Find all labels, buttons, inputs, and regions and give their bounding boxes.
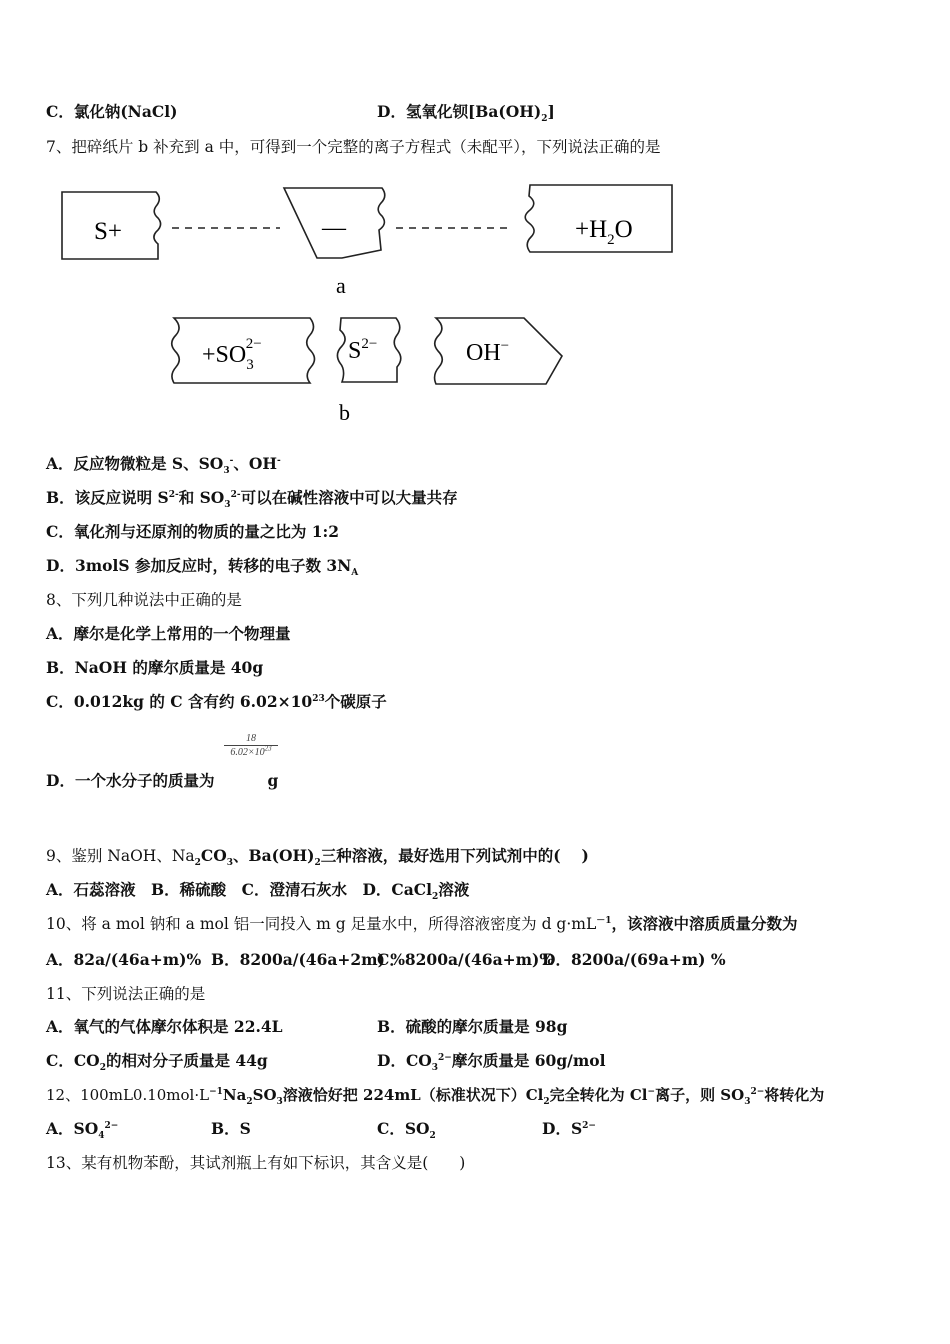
q7-stem: 7、把碎纸片 b 补充到 a 中，可得到一个完整的离子方程式（未配平），下列说法正确的是	[46, 138, 661, 156]
q10-option-b: B．8200a/(46a+2m) %	[211, 950, 406, 969]
svg-text:+H2O: $+H_2O$	[575, 216, 633, 248]
mass-fraction	[224, 733, 278, 759]
q12-option-c: C．$SO_2$	[377, 1119, 436, 1142]
q10-stem: 10、将 a mol 钠和 a mol 铝一同投入 m g 足量水中，所得溶液密度为 d $g\cdot mL^{-1}$，该溶液中溶质质量分数为	[46, 914, 798, 933]
q8-stem: 8、下列几种说法中正确的是	[46, 591, 242, 609]
q7-option-c: C．氧化剂与还原剂的物质的量之比为 1:2	[46, 522, 340, 541]
q6-option-c: C．氯化钠(NaCl)	[46, 102, 178, 121]
q8-option-b: B．NaOH 的摩尔质量是 40g	[46, 658, 264, 677]
q9-options: A．石蕊溶液 B．稀硫酸 C．澄清石灰水 D．CaCl$_2$溶液	[46, 880, 470, 903]
svg-text:S+: S+	[94, 218, 123, 245]
svg-text:S2−: $S^{2-}$	[348, 336, 378, 364]
q10-option-d: D．8200a/(69a+m) %	[542, 950, 726, 969]
svg-text:OH−: OH−	[466, 338, 510, 366]
q8-option-c: C．0.012kg 的 C 含有约 $6.02\times 10^{23}$个碳原子	[46, 692, 387, 711]
q9-stem: 9、鉴别 NaOH、$Na_2CO_3$、$Ba(OH)_2$三种溶液，最好选用下列试剂中的( )	[46, 846, 589, 869]
q11-option-b: B．硫酸的摩尔质量是 98g	[377, 1017, 568, 1036]
q6-option-d: D．氢氧化钡$[Ba(OH)_2]$	[377, 102, 555, 125]
q8-option-a: A．摩尔是化学上常用的一个物理量	[46, 624, 291, 643]
q12-option-a: A．$SO_4^{2-}$	[46, 1119, 119, 1142]
q12-option-d: D．$S^{2-}$	[542, 1119, 596, 1138]
q10-option-c: C．8200a/(46a+m)%	[377, 950, 555, 969]
q7-option-d: D．3molS 参加反应时，转移的电子数 $3N_A$	[46, 556, 359, 579]
q12-option-b: B．S	[211, 1119, 251, 1138]
label-b: b	[339, 400, 350, 425]
svg-text:—: —	[322, 215, 346, 241]
q7-option-a: A．反应物微粒是 S、$SO_3^-$、OH-	[46, 454, 281, 477]
q7-option-b: B．该反应说明 $S^{2-}$和 $SO_3^{2-}$可以在碱性溶液中可以大量共存	[46, 488, 458, 511]
q8-option-d: D．一个水分子的质量为 g	[46, 771, 279, 790]
svg-text:+SO32−: $+SO_32-$	[202, 336, 262, 373]
label-a: a	[336, 273, 346, 298]
q11-stem: 11、下列说法正确的是	[46, 985, 206, 1003]
q13-stem: 13、某有机物苯酚，其试剂瓶上有如下标识，其含义是( )	[46, 1154, 466, 1172]
fraction-denominator: $6.02\times 10^{23}$	[230, 744, 272, 758]
q7-figure	[52, 178, 682, 433]
q11-option-a: A．氧气的气体摩尔体积是 22.4L	[46, 1017, 283, 1036]
q12-stem: 12、$100mL0.10mol\cdot L^{-1}Na_2SO_3$溶液恰好把 224mL（标准状况下）$Cl_2$完全转化为 Cl−离子，则 $SO_3^{2-}$将转化为	[46, 1086, 825, 1107]
q11-option-c: C．$CO_2$的相对分子质量是 44g	[46, 1051, 268, 1074]
q10-option-a: A．82a/(46a+m)%	[46, 950, 202, 969]
torn-paper-figure	[52, 178, 682, 433]
fraction-numerator: 18	[224, 733, 278, 746]
q11-option-d: D．$CO_3^{2-}$摩尔质量是 60g/mol	[377, 1051, 606, 1074]
